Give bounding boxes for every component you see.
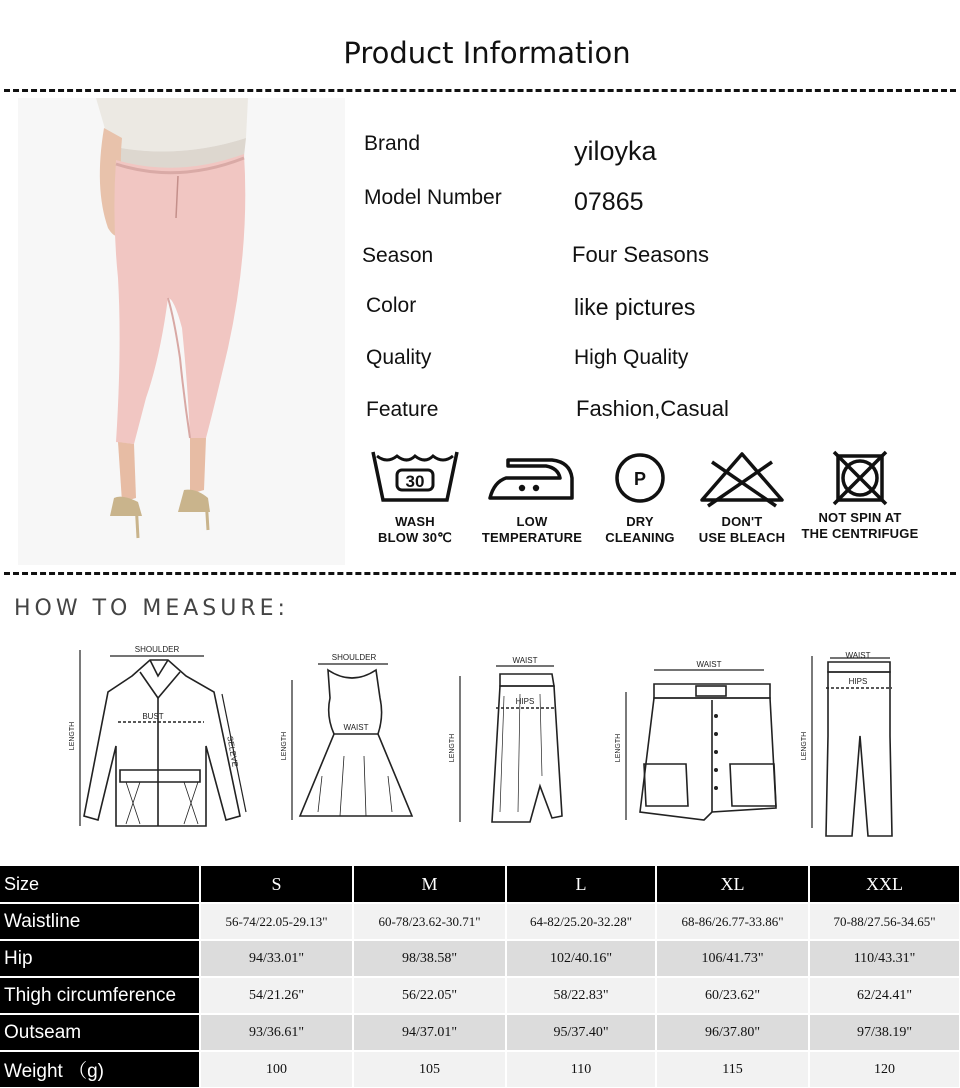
spec-row-season	[360, 242, 950, 282]
size-table	[0, 866, 960, 1088]
waist-label: WAIST	[512, 656, 538, 665]
trousers-diagram	[801, 651, 892, 836]
table-cell: 58/22.83"	[506, 977, 656, 1014]
care-label: DON'T USE BLEACH	[698, 514, 786, 545]
table-row	[0, 903, 960, 940]
table-cell: 60-78/23.62-30.71"	[353, 903, 506, 940]
spec-label: Color	[366, 294, 417, 317]
spec-row-quality	[360, 344, 950, 384]
spec-value: like pictures	[574, 294, 696, 320]
row-label: Thigh circumference	[0, 977, 200, 1014]
wash-temp-text: 30	[405, 472, 425, 491]
shoulder-label: SHOULDER	[331, 653, 377, 662]
table-cell: 62/24.41"	[809, 977, 960, 1014]
table-cell: 120	[809, 1051, 960, 1088]
shorts-diagram	[615, 660, 776, 820]
spec-value: 07865	[574, 188, 644, 216]
table-cell: 96/37.80"	[656, 1014, 809, 1051]
table-cell: 97/38.19"	[809, 1014, 960, 1051]
table-header-cell: XL	[656, 866, 809, 903]
spec-value: Fashion,Casual	[576, 396, 729, 421]
wash-30-icon	[369, 448, 461, 508]
table-cell: 110/43.31"	[809, 940, 960, 977]
table-cell: 68-86/26.77-33.86"	[656, 903, 809, 940]
waist-label: WAIST	[696, 660, 722, 669]
care-wash	[350, 448, 480, 546]
hips-label: HIPS	[848, 677, 868, 686]
table-cell: 106/41.73"	[656, 940, 809, 977]
no-tumble-icon	[814, 448, 906, 508]
waist-label: WAIST	[845, 651, 871, 660]
hips-label: HIPS	[515, 697, 535, 706]
row-label: Weight （g)	[0, 1051, 200, 1088]
table-header-cell: Size	[0, 866, 200, 903]
table-cell: 100	[200, 1051, 353, 1088]
table-cell: 105	[353, 1051, 506, 1088]
table-header-cell: L	[506, 866, 656, 903]
table-cell: 94/37.01"	[353, 1014, 506, 1051]
care-no-bleach	[677, 448, 807, 546]
dry-clean-letter: P	[633, 469, 647, 489]
spec-row-model-number	[360, 184, 950, 224]
table-row	[0, 1051, 960, 1088]
care-label: WASH BLOW 30℃	[378, 514, 452, 545]
top-divider	[4, 89, 956, 92]
how-to-measure-heading: HOW TO MEASURE:	[14, 596, 289, 621]
spec-label: Feature	[366, 398, 439, 421]
table-cell: 95/37.40"	[506, 1014, 656, 1051]
row-label: Waistline	[0, 903, 200, 940]
spec-label: Brand	[364, 132, 421, 155]
shoulder-label: SHOULDER	[134, 645, 180, 654]
product-photo	[18, 98, 345, 565]
bust-label: BUST	[142, 712, 164, 721]
table-row	[0, 977, 960, 1014]
table-cell: 115	[656, 1051, 809, 1088]
table-cell: 56-74/22.05-29.13"	[200, 903, 353, 940]
table-header-cell: S	[200, 866, 353, 903]
spec-label: Model Number	[364, 186, 502, 209]
table-header-row	[0, 866, 960, 903]
no-bleach-icon	[696, 448, 788, 508]
table-row	[0, 1014, 960, 1051]
table-row	[0, 940, 960, 977]
length-label: LENGTH	[615, 733, 622, 763]
measurement-diagrams	[0, 636, 960, 850]
spec-value: yiloyka	[574, 136, 657, 166]
iron-low-icon	[486, 448, 578, 508]
waist-label: WAIST	[343, 723, 369, 732]
spec-label: Season	[362, 244, 434, 267]
jacket-diagram	[69, 645, 246, 826]
table-cell: 110	[506, 1051, 656, 1088]
table-cell: 94/33.01"	[200, 940, 353, 977]
row-label: Outseam	[0, 1014, 200, 1051]
spec-value: Four Seasons	[572, 242, 709, 267]
table-cell: 64-82/25.20-32.28"	[506, 903, 656, 940]
dry-clean-icon	[594, 448, 686, 508]
spec-label: Quality	[366, 346, 432, 369]
care-no-tumble	[795, 448, 925, 542]
middle-divider	[4, 572, 956, 575]
page-title: Product Information	[343, 36, 631, 70]
table-cell: 102/40.16"	[506, 940, 656, 977]
care-label: NOT SPIN AT THE CENTRIFUGE	[801, 510, 919, 541]
spec-row-color	[360, 292, 950, 332]
table-cell: 56/22.05"	[353, 977, 506, 1014]
skirt-diagram	[449, 656, 562, 822]
length-label: LENGTH	[69, 721, 76, 751]
length-label: LENGTH	[449, 733, 456, 763]
care-label: LOW TEMPERATURE	[481, 514, 583, 545]
table-cell: 54/21.26"	[200, 977, 353, 1014]
table-cell: 93/36.61"	[200, 1014, 353, 1051]
length-label: LENGTH	[801, 731, 808, 761]
care-label: DRY CLEANING	[605, 514, 675, 545]
table-cell: 98/38.58"	[353, 940, 506, 977]
table-cell: 60/23.62"	[656, 977, 809, 1014]
row-label: Hip	[0, 940, 200, 977]
dress-diagram	[281, 653, 412, 820]
spec-row-feature	[360, 396, 950, 436]
length-label: LENGTH	[281, 731, 288, 761]
spec-value: High Quality	[574, 346, 689, 369]
spec-row-brand	[360, 130, 950, 170]
table-cell: 70-88/27.56-34.65"	[809, 903, 960, 940]
sleeve-label: SELEVE	[225, 735, 240, 768]
table-header-cell: M	[353, 866, 506, 903]
table-header-cell: XXL	[809, 866, 960, 903]
